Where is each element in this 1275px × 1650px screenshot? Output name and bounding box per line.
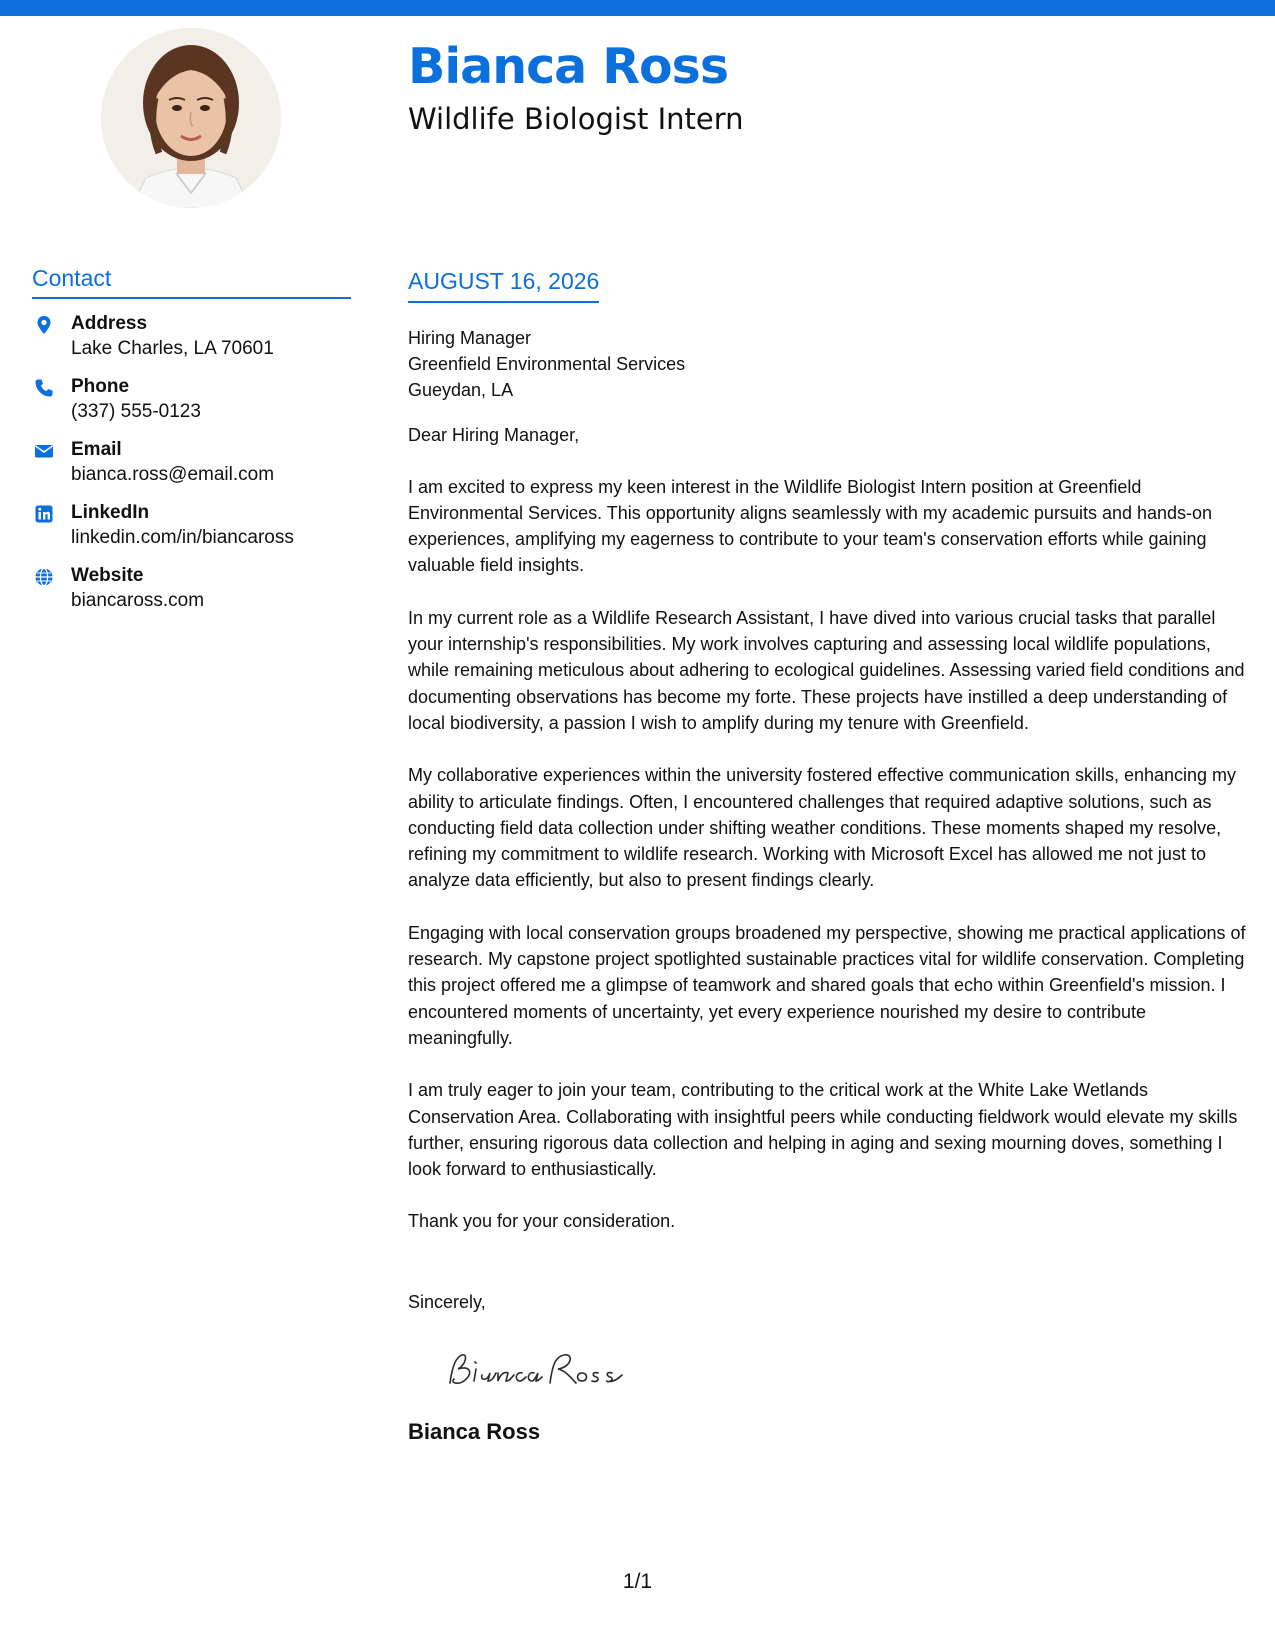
handwritten-signature xyxy=(442,1345,642,1395)
contact-value-email[interactable]: bianca.ross@email.com xyxy=(71,463,275,485)
applicant-name: Bianca Ross xyxy=(408,38,728,95)
letter-paragraph: Engaging with local conservation groups broadened my perspective, showing me practical applications of research. My capstone project spotlighted sustainable practices vital for wildlife conservation. Completing this project offered me a glimpse of teamwork and shared goals that echo within Greenfield's mission. I encountered moments of uncertainty, yet every experience nourished my desire to contribute meaningfully. xyxy=(408,922,1246,1048)
closing: Sincerely, xyxy=(408,1291,486,1312)
letter-paragraph: My collaborative experiences within the university fostered effective communication skills, enhancing my ability to articulate findings. Often, I encountered challenges that required adaptive solutions, such as conducting field data collection under shifting weather conditions. These moments shaped my resolve, refining my commitment to wildlife research. Working with Microsoft Excel has allowed me not just to analyze data efficiently, but also to present findings clearly. xyxy=(408,765,1237,891)
page-number: 1/1 xyxy=(622,1570,653,1593)
contact-label: LinkedIn xyxy=(71,501,150,523)
recipient-line: Gueydan, LA xyxy=(408,379,514,400)
contact-sidebar xyxy=(32,265,351,626)
letter-paragraph: I am truly eager to join your team, contributing to the critical work at the White Lake Wetlands Conservation Area. Collaborating with insightful peers while conducting fieldwork would elevate my skills further, ensuring rigorous data collection and helping in aging and sexing mourning doves, something I look forward to enthusiastically. xyxy=(408,1080,1238,1180)
contact-item-address xyxy=(32,311,351,374)
contact-item-email xyxy=(32,437,351,500)
sign-name: Bianca Ross xyxy=(408,1418,541,1444)
contact-value-address: Lake Charles, LA 70601 xyxy=(71,337,274,359)
contact-item-phone xyxy=(32,374,351,437)
recipient-block xyxy=(408,325,1254,403)
contact-label: Website xyxy=(71,564,144,586)
recipient-line: Hiring Manager xyxy=(408,327,532,348)
contact-item-website xyxy=(32,563,351,626)
contact-label: Email xyxy=(71,438,122,460)
contact-value-website[interactable]: biancaross.com xyxy=(71,589,205,611)
top-accent-bar xyxy=(0,0,1275,16)
avatar xyxy=(101,28,281,208)
envelope-icon xyxy=(34,441,54,461)
phone-icon xyxy=(34,378,54,398)
contact-item-linkedin xyxy=(32,500,351,563)
letter-date: AUGUST 16, 2026 xyxy=(408,268,599,303)
recipient-line: Greenfield Environmental Services xyxy=(408,353,686,374)
contact-value-linkedin[interactable]: linkedin.com/in/biancaross xyxy=(71,526,294,548)
contact-value-phone: (337) 555-0123 xyxy=(71,400,201,422)
globe-icon xyxy=(34,567,54,587)
letter-paragraph: I am excited to express my keen interest in the Wildlife Biologist Intern position at Greenfield Environmental Services. This opportunity aligns seamlessly with my academic pursuits and hands-on experiences, amplifying my eagerness to contribute to your team's conservation efforts while gaining valuable field insights. xyxy=(408,476,1213,576)
contact-list xyxy=(32,311,351,626)
job-title: Wildlife Biologist Intern xyxy=(408,102,744,136)
linkedin-icon xyxy=(34,504,54,524)
letter-paragraph: In my current role as a Wildlife Research Assistant, I have dived into various crucial tasks that parallel your internship's responsibilities. My work involves capturing and assessing local wildlife populations, while remaining meticulous about adhering to ecological guidelines. Assessing varied field conditions and documenting observations has become my forte. These projects have instilled a deep understanding of local biodiversity, a passion I wish to amplify during my tenure with Greenfield. xyxy=(408,607,1245,733)
letter-paragraph: Thank you for your consideration. xyxy=(408,1211,676,1232)
contact-label: Phone xyxy=(71,375,130,397)
contact-heading: Contact xyxy=(32,265,351,299)
map-pin-icon xyxy=(34,315,54,335)
letter-body xyxy=(408,268,1254,1445)
contact-label: Address xyxy=(71,312,148,334)
greeting: Dear Hiring Manager, xyxy=(408,424,580,445)
